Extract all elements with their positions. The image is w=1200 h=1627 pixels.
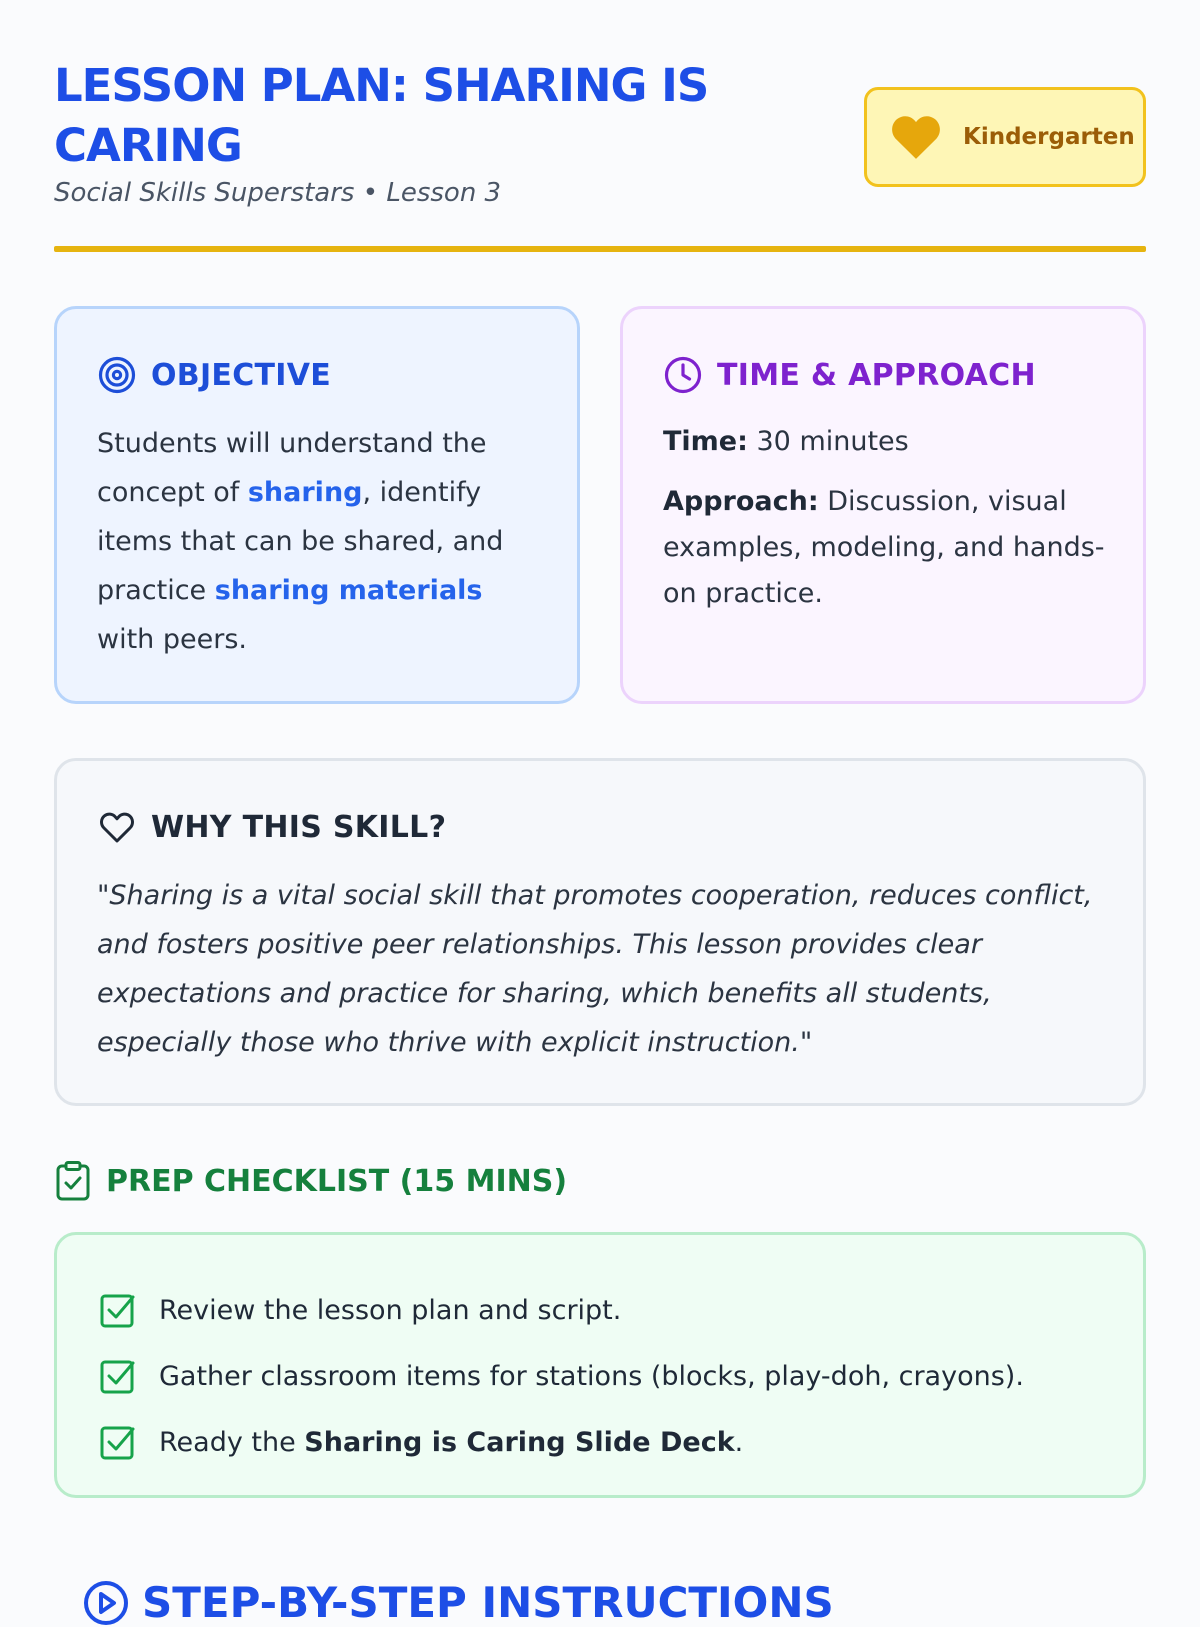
objective-text-part: with peers.: [97, 624, 247, 655]
page-header: [54, 0, 1146, 254]
checklist-item[interactable]: [99, 1409, 1103, 1475]
clipboard-check-icon: [54, 1160, 92, 1202]
objective-text: [97, 419, 541, 664]
checkbox-checked-icon[interactable]: [99, 1357, 137, 1395]
time-approach-title: TIME & APPROACH: [717, 357, 1036, 393]
prep-checklist-header: [54, 1160, 567, 1202]
lesson-plan-page: [54, 0, 1146, 1627]
approach-line: [663, 479, 1107, 617]
checklist-item-suffix: .: [734, 1426, 744, 1458]
slide-deck-name: Sharing is Caring Slide Deck: [304, 1426, 735, 1458]
time-label: Time:: [663, 426, 748, 457]
checklist-item-text: Gather classroom items for stations (blocks, play-doh, crayons).: [159, 1360, 1024, 1392]
prep-checklist-card: [54, 1232, 1146, 1498]
prep-checklist: [99, 1277, 1103, 1475]
why-skill-quote: "Sharing is a vital social skill that promotes cooperation, reduces conflict, and fosters positive peer relationships. This lesson provides clear expectations and practice for sharing, which benefits all students, especially those who thrive with explicit instruction.": [97, 880, 1093, 1058]
time-approach-card: [620, 306, 1146, 704]
why-skill-card: [54, 758, 1146, 1106]
grade-badge: [864, 87, 1146, 187]
objective-highlight-sharing: sharing: [247, 477, 363, 508]
why-skill-title: WHY THIS SKILL?: [151, 809, 447, 845]
time-value: 30 minutes: [747, 426, 909, 457]
approach-label: Approach:: [663, 486, 819, 517]
checklist-item[interactable]: [99, 1343, 1103, 1409]
prep-checklist-title: PREP CHECKLIST (15 MINS): [106, 1163, 568, 1199]
checklist-item-text: [159, 1427, 743, 1458]
objective-text-part: , identify items that can be shared, and practice: [97, 477, 504, 606]
objective-card: [54, 306, 580, 704]
checkbox-checked-icon[interactable]: [99, 1291, 137, 1329]
approach-value: Discussion, visual examples, modeling, and hands-on practice.: [663, 486, 1105, 609]
page-title: LESSON PLAN: SHARING IS CARING: [54, 59, 709, 172]
objective-highlight-materials: sharing materials: [214, 575, 483, 606]
why-skill-header: [97, 807, 446, 847]
time-line: [663, 419, 1107, 465]
time-approach-header: [663, 355, 1036, 395]
checklist-item-prefix: Ready the: [159, 1426, 305, 1458]
page-subtitle: Social Skills Superstars • Lesson 3: [54, 178, 502, 208]
target-icon: [97, 355, 137, 395]
header-divider: [54, 246, 1146, 252]
objective-title: OBJECTIVE: [151, 357, 332, 393]
heart-outline-icon: [97, 807, 137, 847]
objective-text-part: Students will understand the concept of: [97, 428, 487, 508]
step-by-step-header: [82, 1578, 834, 1627]
play-circle-icon: [82, 1579, 130, 1627]
objective-header: [97, 355, 331, 395]
checklist-item-text: Review the lesson plan and script.: [159, 1294, 622, 1326]
clock-icon: [663, 355, 703, 395]
grade-badge-label: Kindergarten: [963, 124, 1135, 150]
time-approach-body: [663, 419, 1107, 617]
checkbox-checked-icon[interactable]: [99, 1423, 137, 1461]
heart-icon: [889, 114, 943, 160]
checklist-item[interactable]: [99, 1277, 1103, 1343]
step-by-step-title: STEP-BY-STEP INSTRUCTIONS: [142, 1578, 834, 1627]
